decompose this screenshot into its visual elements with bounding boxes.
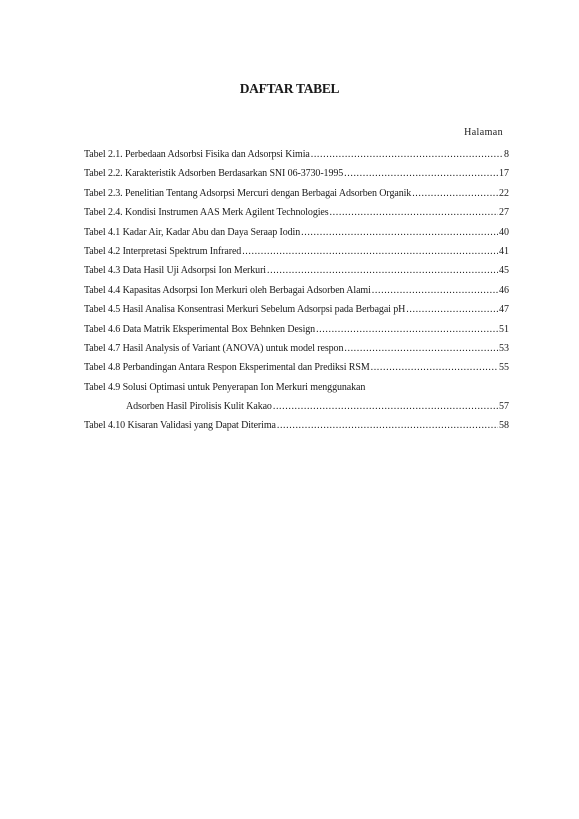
entry-page: 55 (499, 362, 509, 374)
list-item (84, 323, 509, 342)
entry-page: 22 (499, 187, 509, 199)
entry-title: Tabel 4.9 Solusi Optimasi untuk Penyerapan Ion Merkuri menggunakan (84, 381, 366, 393)
list-item (84, 206, 509, 225)
entry-title: Tabel 4.1 Kadar Air, Kadar Abu dan Daya Seraap Iodin (84, 226, 301, 238)
table-list (84, 148, 509, 439)
dot-leader (267, 264, 498, 277)
entry-title: Tabel 4.4 Kapasitas Adsorpsi Ion Merkuri oleh Berbagai Adsorben Alami (84, 284, 371, 296)
list-item (84, 187, 509, 206)
page-title: DAFTAR TABEL (239, 81, 340, 96)
entry-page: 57 (499, 401, 509, 413)
entry-title: Tabel 2.1. Perbedaan Adsorbsi Fisika dan Adsorpsi Kimia (84, 149, 310, 160)
page-column-label: Halaman (464, 127, 503, 138)
list-item (84, 342, 509, 361)
entry-page: 51 (499, 323, 509, 335)
dot-leader (330, 206, 498, 219)
dot-leader (273, 400, 498, 413)
list-item (84, 226, 509, 245)
dot-leader (406, 303, 498, 316)
entry-title: Tabel 4.7 Hasil Analysis of Variant (ANOVA) untuk model respon (84, 342, 344, 354)
entry-title: Tabel 4.3 Data Hasil Uji Adsorpsi Ion Merkuri (84, 265, 266, 277)
entry-page: 46 (499, 284, 509, 296)
entry-page: 27 (499, 207, 509, 219)
dot-leader (412, 187, 498, 200)
entry-page: 17 (499, 168, 509, 180)
list-item (84, 245, 509, 264)
entry-page: 8 (504, 149, 509, 160)
entry-page: 47 (499, 304, 509, 316)
entry-title: Tabel 4.5 Hasil Analisa Konsentrasi Merkuri Sebelum Adsorpsi pada Berbagai pH (84, 304, 406, 316)
dot-leader (372, 284, 498, 297)
entry-title: Tabel 4.2 Interpretasi Spektrum Infrared (84, 245, 242, 257)
dot-leader (316, 323, 498, 336)
dot-leader (344, 167, 498, 180)
entry-page: 58 (499, 420, 509, 432)
entry-title: Tabel 4.10 Kisaran Validasi yang Dapat Diterima (84, 420, 276, 432)
list-item (84, 381, 509, 400)
entry-page: 53 (499, 342, 509, 354)
list-item (84, 284, 509, 303)
dot-leader (301, 226, 498, 239)
list-item (84, 419, 509, 438)
entry-title: Tabel 4.6 Data Matrik Eksperimental Box Behnken Design (84, 323, 316, 335)
entry-title: Tabel 2.4. Kondisi Instrumen AAS Merk Agilent Technologies (84, 207, 329, 219)
dot-leader (344, 342, 498, 355)
list-item (84, 167, 509, 186)
list-item (84, 148, 509, 167)
list-item (84, 264, 509, 283)
list-item-continuation (84, 400, 509, 419)
entry-title: Tabel 2.3. Penelitian Tentang Adsorpsi Mercuri dengan Berbagai Adsorben Organik (84, 187, 412, 199)
dot-leader (277, 419, 498, 432)
entry-page: 45 (499, 265, 509, 277)
dot-leader (311, 148, 503, 161)
entry-page: 40 (499, 226, 509, 238)
entry-title-continuation: Adsorben Hasil Pirolisis Kulit Kakao (126, 401, 272, 413)
list-item (84, 303, 509, 322)
list-item (84, 361, 509, 380)
entry-page: 41 (499, 245, 509, 257)
entry-title: Tabel 4.8 Perbandingan Antara Respon Eksperimental dan Prediksi RSM (84, 362, 370, 374)
entry-title: Tabel 2.2. Karakteristik Adsorben Berdasarkan SNI 06-3730-1995 (84, 168, 344, 180)
dot-leader (371, 361, 498, 374)
dot-leader (242, 245, 498, 258)
